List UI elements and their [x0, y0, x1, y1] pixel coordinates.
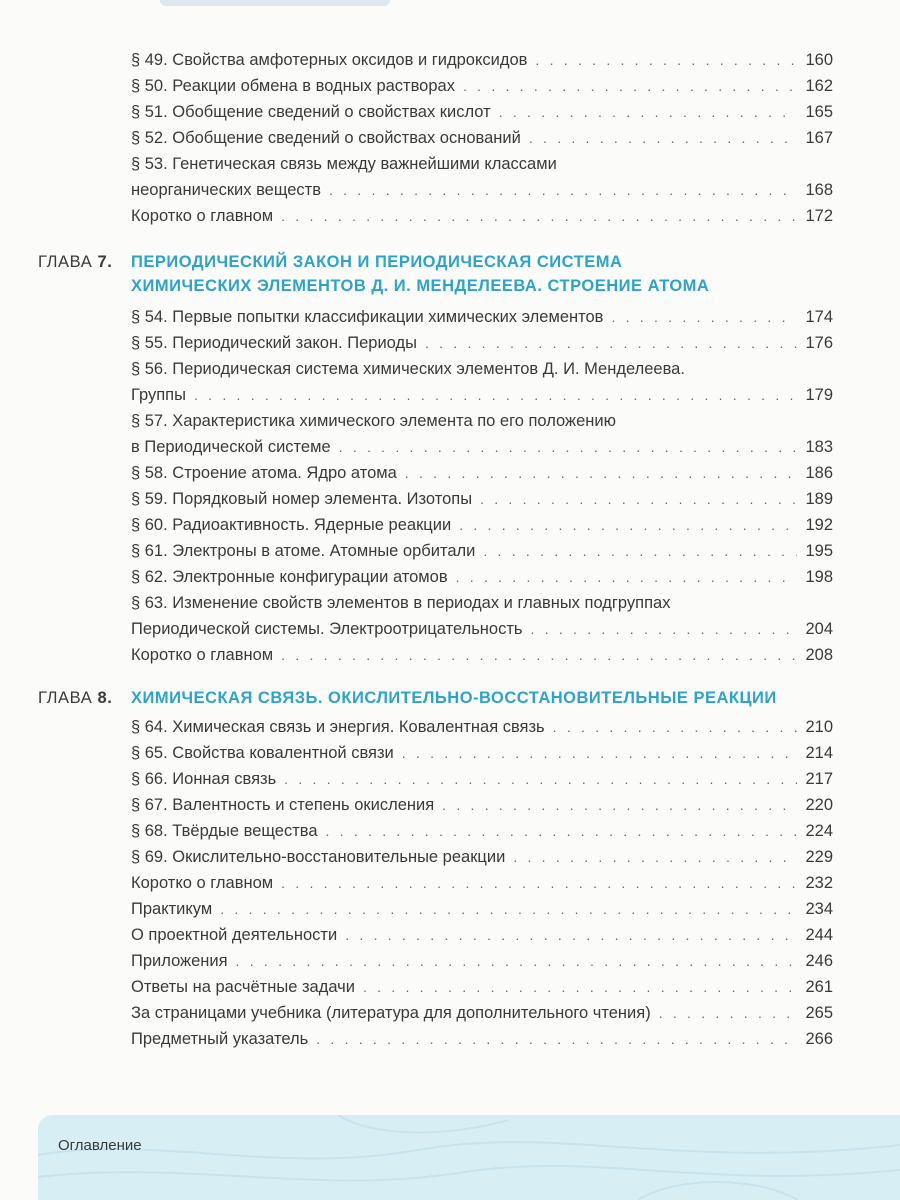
chapter-title: [131, 686, 871, 710]
toc-entry-line: [131, 203, 833, 229]
toc-entry[interactable]: [131, 818, 833, 844]
toc-entry-line: [131, 512, 833, 538]
toc-entry-title: За страницами учебника (литература для дополнительного чтения): [131, 1004, 651, 1022]
toc-entry-line: [131, 714, 833, 740]
toc-entry-line: [131, 922, 833, 948]
toc-entry-line: [131, 948, 833, 974]
chapter-title-line: ХИМИЧЕСКИХ ЭЛЕМЕНТОВ Д. И. МЕНДЕЛЕЕВА. СТРОЕНИЕ АТОМА: [131, 277, 710, 295]
toc-entry-title: § 58. Строение атома. Ядро атома: [131, 464, 397, 482]
toc-page-number: 176: [805, 334, 833, 352]
chapter-label: ГЛАВА 8.: [38, 689, 113, 707]
chapter-title-line: ПЕРИОДИЧЕСКИЙ ЗАКОН И ПЕРИОДИЧЕСКАЯ СИСТЕМА: [131, 253, 623, 271]
dot-leader: [553, 714, 797, 740]
dot-leader: [363, 974, 797, 1000]
toc-entry-line: [131, 73, 833, 99]
dot-leader: [463, 73, 797, 99]
toc-entry-line: [131, 1026, 833, 1052]
toc-entry-title: Коротко о главном: [131, 207, 274, 225]
toc-page-number: 232: [805, 874, 833, 892]
toc-entry-line: [131, 151, 833, 177]
toc-entry-title: § 66. Ионная связь: [131, 770, 277, 788]
toc-entry-title: § 49. Свойства амфотерных оксидов и гидроксидов: [131, 51, 528, 69]
toc-entry-title: § 68. Твёрдые вещества: [131, 822, 318, 840]
dot-leader: [194, 382, 797, 408]
toc-page-number: 261: [805, 978, 833, 996]
toc-entry-title: Коротко о главном: [131, 874, 274, 892]
dot-leader: [345, 922, 797, 948]
toc-entry-line: [131, 896, 833, 922]
dot-leader: [529, 125, 797, 151]
toc-entry-title: § 50. Реакции обмена в водных растворах: [131, 77, 455, 95]
toc-entry-line: [131, 125, 833, 151]
toc-entry[interactable]: [131, 922, 833, 948]
dot-leader: [281, 870, 797, 896]
dot-leader: [402, 740, 797, 766]
toc-page-number: 165: [805, 103, 833, 121]
toc-entry-title: Предметный указатель: [131, 1030, 309, 1048]
toc-entry[interactable]: [131, 714, 833, 740]
dot-leader: [425, 330, 797, 356]
toc-entry-line: [131, 818, 833, 844]
toc-entry-title: § 57. Характеристика химического элемента по его положению: [131, 412, 616, 430]
toc-page-number: 183: [805, 438, 833, 456]
dot-leader: [405, 460, 797, 486]
toc-entry-title: в Периодической системе: [131, 438, 331, 456]
toc-entry[interactable]: [131, 512, 833, 538]
toc-page-number: 162: [805, 77, 833, 95]
dot-leader: [326, 818, 797, 844]
toc-entry-title: Приложения: [131, 952, 228, 970]
toc-page-number: 208: [805, 646, 833, 664]
toc-entry[interactable]: [131, 486, 833, 512]
dot-leader: [456, 564, 797, 590]
toc-entry-line: [131, 766, 833, 792]
toc-entry[interactable]: [131, 460, 833, 486]
toc-page-number: 167: [805, 129, 833, 147]
toc-page-number: 210: [805, 718, 833, 736]
toc-entry-title: § 62. Электронные конфигурации атомов: [131, 568, 448, 586]
toc-entry-title: § 59. Порядковый номер элемента. Изотопы: [131, 490, 473, 508]
toc-entry-title: Ответы на расчётные задачи: [131, 978, 355, 996]
toc-page-number: 179: [805, 386, 833, 404]
toc-entry-title: § 52. Обобщение сведений о свойствах оснований: [131, 129, 521, 147]
dot-leader: [284, 766, 797, 792]
toc-page-number: 198: [805, 568, 833, 586]
footer-band: [38, 1115, 900, 1200]
dot-leader: [442, 792, 797, 818]
toc-entry[interactable]: [131, 642, 833, 668]
toc-page-number: 266: [805, 1030, 833, 1048]
toc-entry[interactable]: [131, 766, 833, 792]
toc-entry-title: § 60. Радиоактивность. Ядерные реакции: [131, 516, 452, 534]
toc-page-number: 265: [805, 1004, 833, 1022]
toc-page-number: 168: [805, 181, 833, 199]
toc-entry-line: [131, 460, 833, 486]
toc-entry-line: [131, 564, 833, 590]
toc-entry-title: § 55. Периодический закон. Периоды: [131, 334, 417, 352]
dot-leader: [513, 844, 797, 870]
toc-entry-title: О проектной деятельности: [131, 926, 338, 944]
toc-entry-line: [131, 740, 833, 766]
toc-entry-title: § 61. Электроны в атоме. Атомные орбитали: [131, 542, 476, 560]
toc-page-number: 244: [805, 926, 833, 944]
dot-leader: [236, 948, 797, 974]
toc-entry[interactable]: [131, 870, 833, 896]
dot-leader: [483, 538, 797, 564]
toc-page-number: 224: [805, 822, 833, 840]
toc-entry-line: [131, 356, 833, 382]
toc-entry[interactable]: [131, 896, 833, 922]
toc-page-number: 214: [805, 744, 833, 762]
toc-page-number: 217: [805, 770, 833, 788]
toc-page-number: 192: [805, 516, 833, 534]
toc-entry[interactable]: [131, 564, 833, 590]
footer-section-title: Оглавление: [58, 1137, 142, 1154]
chapter-label: ГЛАВА 7.: [38, 253, 113, 271]
toc-entry[interactable]: [131, 330, 833, 356]
toc-entry-line: [131, 616, 833, 642]
toc-entry-title: Коротко о главном: [131, 646, 274, 664]
dot-leader: [281, 203, 797, 229]
dot-leader: [611, 304, 797, 330]
toc-entry-title: § 69. Окислительно-восстановительные реакции: [131, 848, 506, 866]
toc-entry-line: [131, 382, 833, 408]
dot-leader: [480, 486, 797, 512]
toc-entry-line: [131, 974, 833, 1000]
toc-entry[interactable]: [131, 1026, 833, 1052]
dot-leader: [659, 1000, 797, 1026]
topographic-pattern: [38, 1115, 900, 1200]
toc-entry[interactable]: [131, 948, 833, 974]
toc-entry-title: § 51. Обобщение сведений о свойствах кислот: [131, 103, 491, 121]
dot-leader: [499, 99, 797, 125]
toc-entry-line: [131, 47, 833, 73]
toc-entry[interactable]: [131, 47, 833, 73]
toc-entry[interactable]: [131, 203, 833, 229]
toc-page-number: 160: [805, 51, 833, 69]
toc-entry[interactable]: [131, 538, 833, 564]
toc-entry-title: § 65. Свойства ковалентной связи: [131, 744, 394, 762]
toc-entry-title: § 63. Изменение свойств элементов в периодах и главных подгруппах: [131, 594, 671, 612]
toc-entry-title: § 53. Генетическая связь между важнейшими классами: [131, 155, 557, 173]
toc-entry-title: § 64. Химическая связь и энергия. Ковалентная связь: [131, 718, 545, 736]
toc-entry[interactable]: [131, 590, 833, 642]
toc-entry-title: Практикум: [131, 900, 213, 918]
dot-leader: [531, 616, 797, 642]
toc-entry[interactable]: [131, 844, 833, 870]
toc-entry-line: [131, 304, 833, 330]
toc-entry-line: [131, 642, 833, 668]
dot-leader: [316, 1026, 797, 1052]
toc-page-number: 186: [805, 464, 833, 482]
toc-entry[interactable]: [131, 1000, 833, 1026]
toc-entry-line: [131, 590, 833, 616]
chapter-title-line: ХИМИЧЕСКАЯ СВЯЗЬ. ОКИСЛИТЕЛЬНО-ВОССТАНОВИТЕЛЬНЫЕ РЕАКЦИИ: [131, 689, 777, 707]
toc-entry-title: Группы: [131, 386, 186, 404]
toc-entry-title: § 56. Периодическая система химических элементов Д. И. Менделеева.: [131, 360, 685, 378]
toc-entry[interactable]: [131, 974, 833, 1000]
toc-entry[interactable]: [131, 792, 833, 818]
toc-entry[interactable]: [131, 304, 833, 330]
toc-entry[interactable]: [131, 740, 833, 766]
toc-entry-title: § 67. Валентность и степень окисления: [131, 796, 435, 814]
toc-entry-line: [131, 408, 833, 434]
toc-entry[interactable]: [131, 356, 833, 408]
toc-entry-line: [131, 792, 833, 818]
toc-entry-line: [131, 330, 833, 356]
toc-entry[interactable]: [131, 99, 833, 125]
toc-entry-line: [131, 538, 833, 564]
dot-leader: [281, 642, 797, 668]
toc-page-number: 229: [805, 848, 833, 866]
toc-entry-title: неорганических веществ: [131, 181, 321, 199]
toc-entry[interactable]: [131, 73, 833, 99]
dot-leader: [339, 434, 797, 460]
dot-leader: [535, 47, 797, 73]
toc-entry-line: [131, 434, 833, 460]
toc-page-number: 204: [805, 620, 833, 638]
toc-entry-title: Периодической системы. Электроотрицательность: [131, 620, 523, 638]
toc-page-number: 189: [805, 490, 833, 508]
toc-entry-line: [131, 486, 833, 512]
toc-page-number: 195: [805, 542, 833, 560]
toc-entry[interactable]: [131, 151, 833, 203]
toc-entry-title: § 54. Первые попытки классификации химических элементов: [131, 308, 604, 326]
toc-page-number: 234: [805, 900, 833, 918]
toc-page-number: 246: [805, 952, 833, 970]
toc-entry-line: [131, 1000, 833, 1026]
toc-entry-line: [131, 844, 833, 870]
chapter-title: [131, 250, 871, 298]
toc-entry-line: [131, 870, 833, 896]
dot-leader: [329, 177, 797, 203]
toc-page-number: 220: [805, 796, 833, 814]
dot-leader: [459, 512, 797, 538]
dot-leader: [220, 896, 797, 922]
toc-page-number: 172: [805, 207, 833, 225]
toc-entry[interactable]: [131, 125, 833, 151]
toc-entry[interactable]: [131, 408, 833, 460]
toc-entry-line: [131, 177, 833, 203]
toc-page-number: 174: [805, 308, 833, 326]
toc-entry-line: [131, 99, 833, 125]
